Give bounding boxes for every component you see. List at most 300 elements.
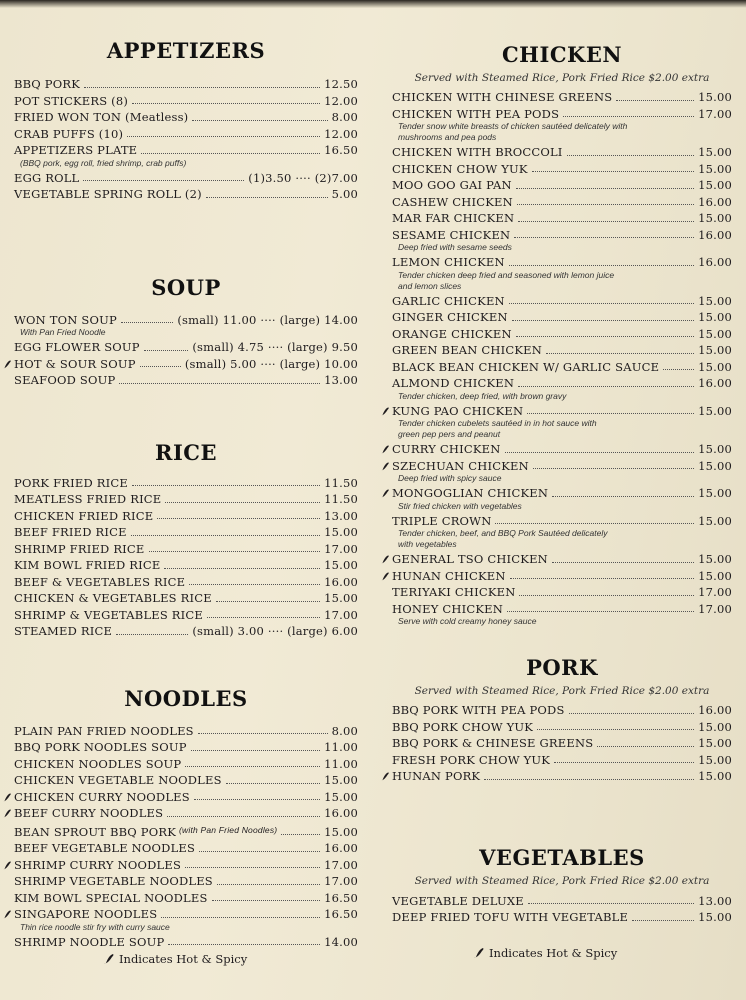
item-name: FRIED WON TON (Meatless) bbox=[14, 110, 189, 124]
dot-leader bbox=[144, 350, 189, 351]
item-price: 15.00 bbox=[698, 359, 732, 374]
item-name: BBQ PORK CHOW YUK bbox=[392, 719, 534, 734]
legend-text: Indicates Hot & Spicy bbox=[119, 952, 248, 966]
item-name: MAR FAR CHICKEN bbox=[392, 211, 515, 225]
dot-leader bbox=[199, 851, 320, 852]
item-price: 15.00 bbox=[698, 90, 732, 104]
item-description: Tender chicken deep fried and seasoned with lemon juice bbox=[398, 269, 615, 280]
item-name: EGG FLOWER SOUP bbox=[14, 340, 140, 354]
item-name: SHRIMP CURRY NOODLES bbox=[14, 857, 182, 872]
item-price: 16.50 bbox=[324, 890, 358, 905]
menu-item bbox=[392, 161, 732, 178]
item-name: STEAMED RICE bbox=[14, 624, 113, 638]
dot-leader bbox=[281, 834, 320, 835]
item-name: CHICKEN CURRY NOODLES bbox=[14, 789, 190, 804]
item-description: Stir fried chicken with vegetables bbox=[398, 500, 522, 511]
item-price: 16.00 bbox=[698, 703, 732, 717]
dot-leader bbox=[518, 386, 694, 387]
dot-leader bbox=[165, 502, 320, 503]
item-name: CHICKEN CHOW YUK bbox=[392, 161, 528, 176]
dot-leader bbox=[189, 584, 320, 585]
menu-item bbox=[392, 194, 732, 211]
dot-leader bbox=[226, 783, 320, 784]
dot-leader bbox=[567, 155, 695, 156]
menu-item bbox=[392, 735, 732, 752]
dot-leader bbox=[185, 867, 320, 868]
item-name: WON TON SOUP bbox=[14, 312, 117, 327]
item-name: CHICKEN & VEGETABLES RICE bbox=[14, 591, 212, 605]
item-price: 8.00 bbox=[331, 110, 358, 124]
dot-leader bbox=[552, 496, 694, 497]
dot-leader bbox=[616, 100, 694, 101]
item-price: 15.00 bbox=[698, 178, 732, 192]
item-name: ORANGE CHICKEN bbox=[392, 326, 512, 341]
menu-item bbox=[14, 906, 358, 923]
item-price: 15.00 bbox=[698, 719, 732, 734]
item-name: KIM BOWL FRIED RICE bbox=[14, 558, 161, 572]
menu-item bbox=[392, 702, 732, 719]
item-name: VEGETABLE DELUXE bbox=[392, 893, 524, 908]
section-title-noodles: NOODLES bbox=[124, 685, 248, 711]
menu-item bbox=[392, 177, 732, 194]
dot-leader bbox=[149, 551, 321, 552]
dot-leader bbox=[509, 303, 694, 304]
menu-item bbox=[14, 186, 358, 203]
pepper-icon bbox=[381, 460, 389, 470]
item-name: HUNAN PORK bbox=[392, 769, 481, 783]
item-name: SEAFOOD SOUP bbox=[14, 373, 116, 387]
menu-item bbox=[392, 485, 732, 502]
item-price: 17.00 bbox=[324, 874, 358, 888]
section-title-pork: PORK bbox=[526, 655, 598, 680]
menu-item bbox=[392, 513, 732, 530]
item-price: 13.00 bbox=[324, 508, 358, 523]
item-name: KUNG PAO CHICKEN bbox=[392, 403, 524, 418]
item-price: 15.00 bbox=[698, 910, 732, 924]
menu-item bbox=[392, 144, 732, 161]
menu-item bbox=[14, 623, 358, 640]
menu-item bbox=[392, 719, 732, 736]
item-name: CHICKEN VEGETABLE NOODLES bbox=[14, 773, 222, 787]
item-name: MONGOGLIAN CHICKEN bbox=[392, 486, 549, 500]
item-price: 13.00 bbox=[324, 373, 358, 387]
item-name: TERIYAKI CHICKEN bbox=[392, 585, 516, 599]
item-name: BEEF CURRY NOODLES bbox=[14, 806, 164, 820]
item-description: Tender snow white breasts of chicken sautéed delicately with bbox=[398, 121, 628, 131]
item-price: 5.00 bbox=[331, 187, 358, 201]
menu-item bbox=[392, 342, 732, 359]
dot-leader bbox=[532, 171, 694, 172]
item-name: BEAN SPROUT BBQ PORK bbox=[14, 824, 176, 839]
dot-leader bbox=[140, 366, 181, 367]
dot-leader bbox=[505, 452, 695, 453]
menu-item bbox=[14, 170, 358, 187]
menu-item bbox=[392, 359, 732, 376]
item-name: POT STICKERS (8) bbox=[14, 93, 129, 108]
item-name: TRIPLE CROWN bbox=[392, 513, 492, 528]
dot-leader bbox=[167, 816, 320, 817]
menu-item bbox=[14, 739, 358, 756]
dot-leader bbox=[597, 746, 694, 747]
hot-spicy-legend-right bbox=[474, 946, 617, 960]
item-price: 17.00 bbox=[698, 106, 732, 121]
menu-item bbox=[14, 541, 358, 558]
vegetables-subtitle: Served with Steamed Rice, Pork Fried Rice $2.00 extra bbox=[414, 874, 710, 887]
menu-item bbox=[392, 210, 732, 227]
pork-section bbox=[392, 655, 732, 785]
item-price: 15.00 bbox=[698, 442, 732, 456]
item-price: 15.00 bbox=[698, 513, 732, 528]
dot-leader bbox=[164, 568, 320, 569]
pork-subtitle: Served with Steamed Rice, Pork Fried Rice $2.00 extra bbox=[414, 685, 710, 697]
item-price: 16.00 bbox=[698, 227, 732, 242]
dot-leader bbox=[132, 103, 320, 104]
pepper-icon bbox=[104, 953, 115, 965]
item-name: SZECHUAN CHICKEN bbox=[392, 458, 529, 473]
vegetables-items bbox=[392, 893, 732, 926]
item-name: CASHEW CHICKEN bbox=[392, 194, 513, 209]
item-price: 15.00 bbox=[698, 752, 732, 767]
item-name: SHRIMP FRIED RICE bbox=[14, 541, 145, 556]
item-name: BBQ PORK NOODLES SOUP bbox=[14, 740, 187, 754]
menu-item bbox=[14, 873, 358, 890]
menu-item bbox=[14, 372, 358, 389]
dot-leader bbox=[484, 779, 694, 780]
item-price: 8.00 bbox=[331, 723, 358, 738]
dot-leader bbox=[132, 485, 320, 486]
item-name: CHICKEN WITH BROCCOLI bbox=[392, 145, 563, 159]
item-price: 17.00 bbox=[698, 585, 732, 599]
item-description: green pep pers and peanut bbox=[398, 429, 501, 439]
item-price: 15.00 bbox=[698, 736, 732, 750]
item-price: 15.00 bbox=[324, 525, 358, 539]
dot-leader bbox=[546, 353, 694, 354]
menu-item bbox=[392, 227, 732, 244]
item-price: 14.00 bbox=[324, 934, 358, 949]
item-price: 11.50 bbox=[324, 492, 358, 506]
menu-item bbox=[14, 723, 358, 740]
item-name: SHRIMP & VEGETABLES RICE bbox=[14, 607, 204, 622]
item-name: CHICKEN WITH PEA PODS bbox=[392, 106, 560, 121]
menu-item bbox=[392, 403, 732, 420]
item-price: (small) 4.75 ···· (large) 9.50 bbox=[192, 340, 358, 354]
menu-item bbox=[14, 857, 358, 874]
item-price: 15.00 bbox=[698, 552, 732, 566]
pepper-icon bbox=[3, 807, 11, 817]
noodles-items bbox=[14, 723, 358, 951]
item-name: BEEF & VEGETABLES RICE bbox=[14, 574, 186, 589]
item-description: With Pan Fried Noodle bbox=[20, 327, 106, 337]
dot-leader bbox=[198, 733, 328, 734]
dot-leader bbox=[495, 523, 694, 524]
menu-item bbox=[14, 789, 358, 806]
item-name: BBQ PORK WITH PEA PODS bbox=[392, 703, 565, 717]
photo-edge-shadow bbox=[0, 0, 746, 8]
dot-leader bbox=[527, 413, 694, 414]
dot-leader bbox=[663, 369, 694, 370]
menu-item bbox=[14, 76, 358, 93]
dot-leader bbox=[516, 336, 694, 337]
item-name: PLAIN PAN FRIED NOODLES bbox=[14, 723, 194, 738]
item-price: 15.00 bbox=[698, 211, 732, 225]
menu-item bbox=[392, 254, 732, 271]
dot-leader bbox=[537, 729, 694, 730]
menu-item bbox=[14, 772, 358, 789]
menu-item bbox=[14, 756, 358, 773]
dot-leader bbox=[509, 265, 694, 266]
left-column bbox=[14, 30, 358, 950]
item-name: APPETIZERS PLATE bbox=[14, 143, 138, 157]
item-name: CHICKEN WITH CHINESE GREENS bbox=[392, 90, 613, 104]
menu-item bbox=[14, 557, 358, 574]
item-name: SINGAPORE NOODLES bbox=[14, 907, 158, 921]
dot-leader bbox=[519, 595, 694, 596]
menu-item bbox=[392, 89, 732, 106]
dot-leader bbox=[533, 468, 694, 469]
menu-item bbox=[392, 568, 732, 585]
menu-item bbox=[14, 475, 358, 492]
dot-leader bbox=[192, 120, 327, 121]
menu-item bbox=[392, 909, 732, 926]
menu-item bbox=[14, 524, 358, 541]
item-name: MOO GOO GAI PAN bbox=[392, 178, 512, 192]
dot-leader bbox=[185, 766, 320, 767]
item-name: ALMOND CHICKEN bbox=[392, 376, 515, 390]
menu-item bbox=[14, 590, 358, 607]
appetizers-section bbox=[14, 38, 358, 203]
item-price: 17.00 bbox=[324, 541, 358, 556]
dot-leader bbox=[514, 237, 694, 238]
item-description: with vegetables bbox=[398, 539, 457, 549]
item-name: CURRY CHICKEN bbox=[392, 442, 501, 456]
right-column bbox=[392, 30, 732, 926]
item-description: Tender chicken, deep fried, with brown gravy bbox=[398, 390, 567, 401]
menu-item bbox=[14, 109, 358, 126]
dot-leader bbox=[127, 136, 320, 137]
dot-leader bbox=[512, 320, 694, 321]
menu-item bbox=[14, 934, 358, 951]
pepper-icon bbox=[381, 487, 389, 497]
item-name: GREEN BEAN CHICKEN bbox=[392, 343, 543, 357]
item-price: 15.00 bbox=[324, 591, 358, 605]
soup-section bbox=[14, 275, 358, 389]
item-name: KIM BOWL SPECIAL NOODLES bbox=[14, 890, 208, 905]
dot-leader bbox=[528, 903, 694, 904]
menu-item bbox=[392, 601, 732, 618]
item-description: Deep fried with sesame seeds bbox=[398, 242, 512, 252]
item-name: CHICKEN FRIED RICE bbox=[14, 508, 154, 523]
dot-leader bbox=[516, 188, 694, 189]
menu-item bbox=[14, 491, 358, 508]
pepper-icon bbox=[381, 570, 389, 580]
section-title-appetizers: APPETIZERS bbox=[106, 38, 266, 63]
pepper-icon bbox=[3, 908, 11, 918]
menu-item bbox=[392, 584, 732, 601]
item-price: 16.00 bbox=[698, 255, 732, 269]
dot-leader bbox=[216, 601, 320, 602]
item-price: 15.00 bbox=[698, 326, 732, 341]
item-price: 15.00 bbox=[698, 161, 732, 176]
item-name: SESAME CHICKEN bbox=[392, 227, 511, 242]
dot-leader bbox=[569, 713, 695, 714]
item-name: BBQ PORK & CHINESE GREENS bbox=[392, 736, 594, 750]
item-price: 11.50 bbox=[324, 475, 358, 490]
item-price: 16.50 bbox=[324, 907, 358, 921]
item-price: 15.00 bbox=[698, 343, 732, 357]
item-name: GINGER CHICKEN bbox=[392, 310, 508, 324]
pepper-icon bbox=[381, 405, 389, 415]
item-name: BEEF FRIED RICE bbox=[14, 525, 127, 539]
dot-leader bbox=[83, 180, 244, 181]
menu-item bbox=[14, 805, 358, 822]
item-price: 13.00 bbox=[698, 893, 732, 908]
section-title-soup: SOUP bbox=[151, 274, 221, 300]
item-price: (small) 11.00 ···· (large) 14.00 bbox=[177, 312, 358, 327]
dot-leader bbox=[131, 535, 320, 536]
menu-item bbox=[392, 293, 732, 310]
item-price: 11.00 bbox=[324, 756, 358, 771]
item-price: (small) 5.00 ···· (large) 10.00 bbox=[184, 356, 358, 371]
dot-leader bbox=[207, 617, 320, 618]
menu-item bbox=[14, 339, 358, 356]
item-name: CHICKEN NOODLES SOUP bbox=[14, 756, 182, 771]
item-name: HUNAN CHICKEN bbox=[392, 568, 506, 583]
menu-item bbox=[14, 508, 358, 525]
item-price: 16.00 bbox=[324, 841, 358, 855]
item-name: MEATLESS FRIED RICE bbox=[14, 492, 162, 506]
section-title-chicken: CHICKEN bbox=[501, 42, 623, 67]
dot-leader bbox=[84, 87, 320, 88]
dot-leader bbox=[554, 762, 694, 763]
dot-leader bbox=[632, 920, 694, 921]
item-price: 16.00 bbox=[698, 194, 732, 209]
noodles-section bbox=[14, 686, 358, 951]
menu-item bbox=[392, 458, 732, 475]
chicken-section bbox=[392, 42, 732, 627]
chicken-subtitle: Served with Steamed Rice, Pork Fried Rice $2.00 extra bbox=[414, 72, 710, 84]
menu-item bbox=[392, 375, 732, 392]
item-name: VEGETABLE SPRING ROLL (2) bbox=[14, 187, 202, 201]
menu-item bbox=[392, 752, 732, 769]
item-price: 17.00 bbox=[698, 601, 732, 616]
dot-leader bbox=[517, 204, 694, 205]
item-price: 16.00 bbox=[698, 376, 732, 390]
item-price: 15.00 bbox=[324, 824, 358, 839]
item-description: Thin rice noodle stir fry with curry sauce bbox=[20, 921, 170, 932]
item-price: 15.00 bbox=[698, 293, 732, 308]
item-description: Deep fried with spicy sauce bbox=[398, 473, 502, 483]
dot-leader bbox=[121, 322, 173, 323]
pepper-icon bbox=[474, 947, 485, 959]
hot-spicy-legend-left bbox=[104, 952, 247, 966]
pepper-icon bbox=[3, 859, 11, 869]
section-title-rice: RICE bbox=[155, 439, 217, 465]
item-price: (small) 3.00 ···· (large) 6.00 bbox=[192, 624, 358, 638]
item-price: 15.00 bbox=[324, 789, 358, 804]
pepper-icon bbox=[381, 770, 389, 780]
item-name: GARLIC CHICKEN bbox=[392, 293, 505, 308]
item-name: FRESH PORK CHOW YUK bbox=[392, 752, 551, 767]
item-price: 12.00 bbox=[324, 126, 358, 141]
dot-leader bbox=[507, 611, 694, 612]
item-name: HOT & SOUR SOUP bbox=[14, 356, 136, 371]
dot-leader bbox=[161, 917, 320, 918]
item-name: LEMON CHICKEN bbox=[392, 255, 505, 269]
menu-item bbox=[392, 768, 732, 785]
soup-items bbox=[14, 312, 358, 389]
dot-leader bbox=[119, 383, 320, 384]
item-price: 16.50 bbox=[324, 143, 358, 157]
dot-leader bbox=[518, 221, 694, 222]
item-price: 17.00 bbox=[324, 857, 358, 872]
item-description: (BBQ pork, egg roll, fried shrimp, crab puffs) bbox=[20, 157, 187, 168]
item-description: Tender chicken, beef, and BBQ Pork Sautéed delicately bbox=[398, 528, 608, 538]
item-name: SHRIMP VEGETABLE NOODLES bbox=[14, 874, 213, 888]
item-price: (1)3.50 ···· (2)7.00 bbox=[248, 170, 358, 185]
item-price: 15.00 bbox=[698, 403, 732, 418]
item-price: 15.00 bbox=[698, 769, 732, 783]
item-name: BLACK BEAN CHICKEN W/ GARLIC SAUCE bbox=[392, 359, 660, 374]
pepper-icon bbox=[3, 791, 11, 801]
menu-item bbox=[14, 142, 358, 159]
item-price: 15.00 bbox=[698, 310, 732, 324]
legend-text: Indicates Hot & Spicy bbox=[489, 946, 618, 960]
item-description: Serve with cold creamy honey sauce bbox=[398, 616, 537, 626]
item-name: DEEP FRIED TOFU WITH VEGETABLE bbox=[392, 910, 629, 924]
appetizers-items bbox=[14, 76, 358, 203]
item-name: PORK FRIED RICE bbox=[14, 475, 128, 490]
pepper-icon bbox=[3, 358, 11, 368]
item-price: 15.00 bbox=[698, 145, 732, 159]
section-title-vegetables: VEGETABLES bbox=[479, 844, 645, 870]
item-name: CRAB PUFFS (10) bbox=[14, 126, 124, 141]
pepper-icon bbox=[381, 443, 389, 453]
pepper-icon bbox=[381, 553, 389, 563]
menu-item bbox=[14, 312, 358, 329]
item-description: and lemon slices bbox=[398, 280, 462, 291]
item-description: mushrooms and pea pods bbox=[398, 132, 497, 142]
dot-leader bbox=[194, 799, 320, 800]
rice-section bbox=[14, 440, 358, 640]
dot-leader bbox=[141, 153, 320, 154]
pork-items bbox=[392, 702, 732, 785]
menu-item bbox=[392, 441, 732, 458]
vegetables-section bbox=[392, 845, 732, 926]
menu-item bbox=[14, 126, 358, 143]
menu-item bbox=[14, 607, 358, 624]
chicken-items bbox=[392, 89, 732, 627]
item-price: 15.00 bbox=[698, 458, 732, 473]
menu-item bbox=[14, 574, 358, 591]
menu-item bbox=[14, 840, 358, 857]
menu-item bbox=[392, 106, 732, 123]
item-price: 12.50 bbox=[324, 77, 358, 91]
menu-item bbox=[392, 893, 732, 910]
item-note: (with Pan Fried Noodles) bbox=[179, 824, 278, 835]
menu-item bbox=[14, 890, 358, 907]
menu-item bbox=[392, 326, 732, 343]
menu-item bbox=[392, 551, 732, 568]
item-price: 12.00 bbox=[324, 93, 358, 108]
item-name: EGG ROLL bbox=[14, 170, 80, 185]
dot-leader bbox=[116, 634, 188, 635]
dot-leader bbox=[212, 900, 320, 901]
menu-item bbox=[14, 356, 358, 373]
item-price: 17.00 bbox=[324, 607, 358, 622]
item-description: Tender chicken cubelets sautéed in in hot sauce with bbox=[398, 418, 597, 428]
item-name: HONEY CHICKEN bbox=[392, 601, 503, 616]
item-name: SHRIMP NOODLE SOUP bbox=[14, 934, 165, 949]
